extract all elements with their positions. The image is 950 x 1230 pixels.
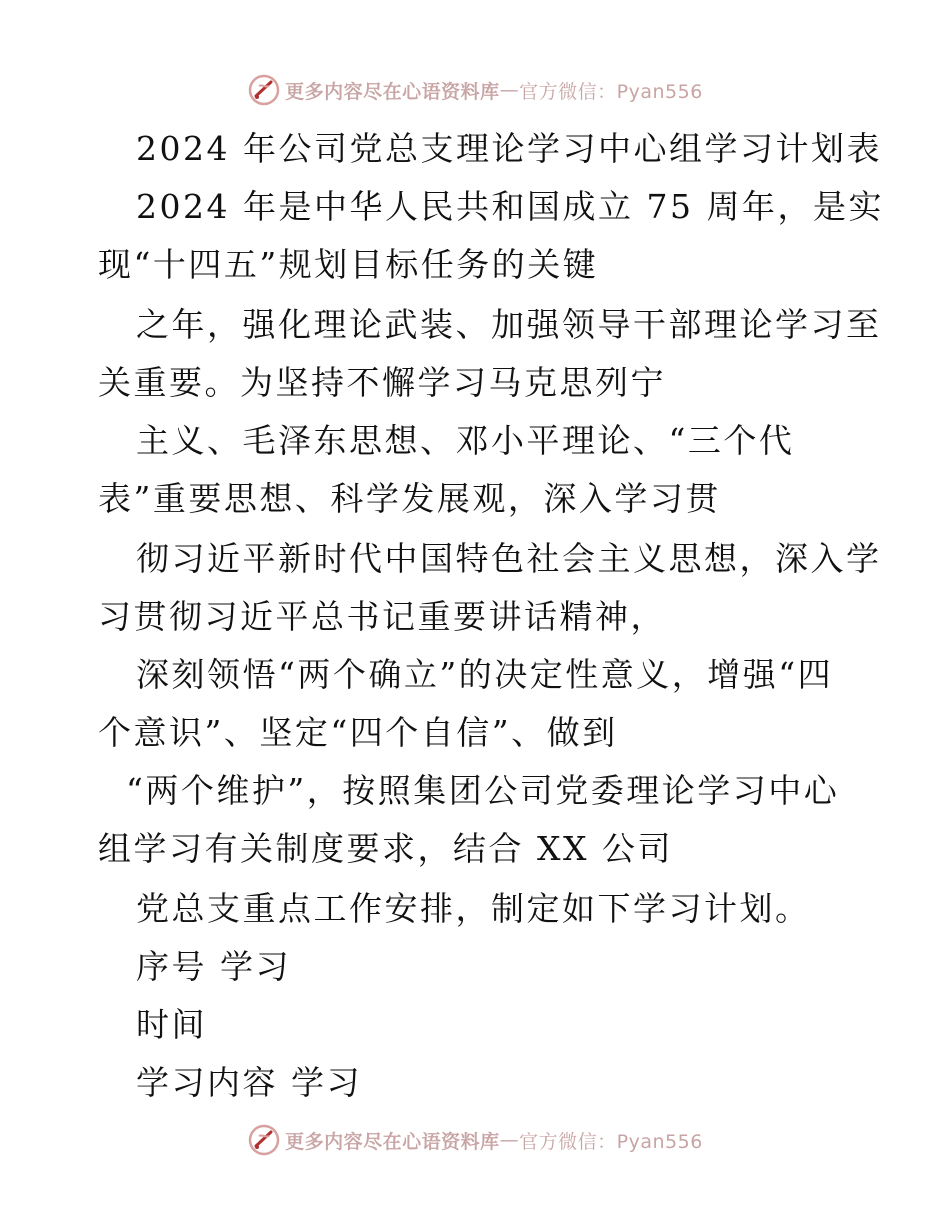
- paragraph-line: 主义、毛泽东思想、邓小平理论、“三个代: [136, 421, 795, 460]
- brand-logo-icon: [247, 1123, 281, 1157]
- paragraph-line: “两个维护”，按照集团公司党委理论学习中心: [126, 771, 840, 810]
- paragraph-line: 彻习近平新时代中国特色社会主义思想，深入学: [136, 539, 882, 578]
- header-watermark-separator: —: [499, 79, 520, 101]
- footer-watermark-text: 更多内容尽在心语资料库: [285, 1130, 500, 1153]
- table-header-line: 时间: [136, 1005, 207, 1044]
- paragraph-line: 深刻领悟“两个确立”的决定性意义，增强“四: [136, 655, 834, 694]
- paragraph-line: 之年，强化理论武装、加强领导干部理论学习至: [136, 305, 882, 344]
- document-title: 2024 年公司党总支理论学习中心组学习计划表: [136, 129, 882, 168]
- paragraph-line: 关重要。为坚持不懈学习马克思列宁: [98, 363, 666, 402]
- footer-watermark-contact: 官方微信：Pyan556: [519, 1130, 703, 1153]
- footer-watermark-banner: [0, 1120, 950, 1160]
- paragraph-line: 习贯彻习近平总书记重要讲话精神，: [98, 597, 666, 636]
- paragraph-line: 个意识”、坚定“四个自信”、做到: [98, 713, 618, 752]
- header-watermark-text: 更多内容尽在心语资料库: [285, 80, 500, 103]
- brand-logo-icon: [247, 73, 281, 107]
- paragraph-line: 2024 年是中华人民共和国成立 75 周年，是实: [136, 187, 884, 226]
- paragraph-line: 党总支重点工作安排，制定如下学习计划。: [136, 889, 811, 928]
- footer-watermark-separator: —: [499, 1129, 520, 1151]
- paragraph-line: 现“十四五”规划目标任务的关键: [98, 245, 599, 284]
- header-watermark-banner: [0, 70, 950, 110]
- header-watermark-contact: 官方微信：Pyan556: [519, 80, 703, 103]
- table-header-line: 序号 学习: [136, 947, 291, 986]
- paragraph-line: 组学习有关制度要求，结合 XX 公司: [98, 829, 673, 868]
- paragraph-line: 表”重要思想、科学发展观，深入学习贯: [98, 479, 721, 518]
- table-header-line: 学习内容 学习: [136, 1063, 362, 1102]
